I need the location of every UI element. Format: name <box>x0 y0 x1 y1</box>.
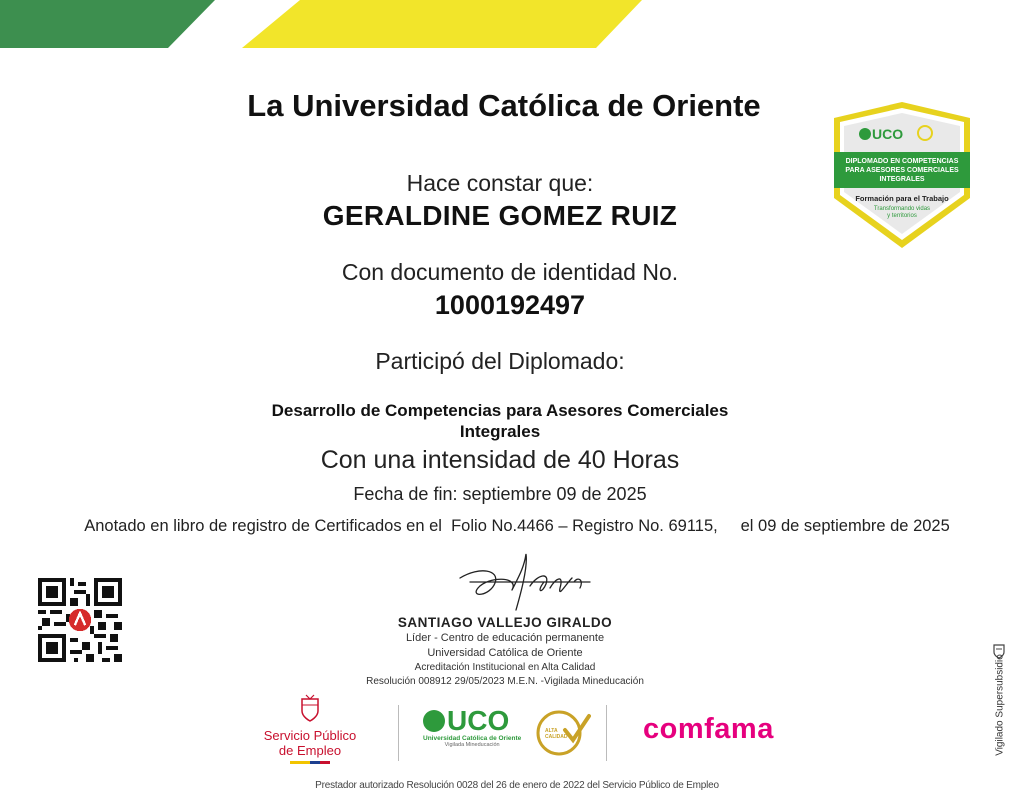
badge-tag2: Transformando vidas <box>873 206 931 212</box>
badge-line1: DIPLOMADO EN COMPETENCIAS <box>845 158 959 165</box>
signatory-resolution: Resolución 008912 29/05/2023 M.E.N. -Vigilada Mineducación <box>366 676 644 687</box>
badge-tag3: y territorios <box>887 213 917 219</box>
svg-text:UCO: UCO <box>872 126 904 142</box>
course-name <box>0 400 1000 442</box>
signature-graphic <box>440 548 620 618</box>
uco-circle-icon <box>423 710 445 732</box>
coat-of-arms-icon <box>296 693 324 723</box>
course-name-line1: Desarrollo de Competencias para Asesores Comerciales <box>271 401 729 420</box>
course-hours: Con una intensidad de 40 Horas <box>320 446 680 474</box>
signatory-institution: Universidad Católica de Oriente <box>427 647 583 659</box>
logo-divider <box>398 705 399 761</box>
registry-text: Anotado en libro de registro de Certificados en el Folio No.4466 – Registro No. 69115, el 09 de septiembre de 2025 <box>84 517 950 535</box>
badge-line3: INTEGRALES <box>879 176 925 183</box>
uco-logo <box>423 705 522 748</box>
supersubsidio-vertical <box>992 640 1008 770</box>
signatory-accreditation: Acreditación Institucional en Alta Calidad <box>414 662 596 673</box>
spe-line2: de Empleo <box>278 743 342 758</box>
uco-small: Vigilada Mineducación <box>444 742 500 748</box>
logo-divider-2 <box>606 705 607 761</box>
signatory-role: Líder - Centro de educación permanente <box>405 632 605 644</box>
flag-stripe <box>290 761 330 764</box>
spe-line1: Servicio Público <box>263 728 357 743</box>
end-date: Fecha de fin: septiembre 09 de 2025 <box>353 484 647 504</box>
institution-title: La Universidad Católica de Oriente <box>247 88 761 123</box>
participation-text: Participó del Diplomado: <box>375 348 625 374</box>
recipient-name: GERALDINE GOMEZ RUIZ <box>322 200 678 231</box>
alta-calidad-seal <box>535 708 591 758</box>
supersubsidio-text: Vigilado Supersubsidio <box>994 654 1006 756</box>
top-stripes <box>0 0 1034 60</box>
document-number: 1000192497 <box>434 290 586 320</box>
spe-logo <box>255 693 365 764</box>
comfama-logo: comfama <box>643 713 774 745</box>
badge-tag1: Formación para el Trabajo <box>855 194 949 203</box>
course-name-line2: Integrales <box>459 422 541 441</box>
intro-text: Hace constar que: <box>406 170 594 196</box>
qr-code-icon <box>38 578 122 662</box>
signatory-name: SANTIAGO VALLEJO GIRALDO <box>397 615 613 630</box>
green-stripe <box>0 0 215 48</box>
badge-line2: PARA ASESORES COMERCIALES <box>845 167 959 174</box>
alta-calidad-text: ALTA CALIDAD <box>545 728 568 740</box>
diploma-badge <box>830 100 974 250</box>
document-label: Con documento de identidad No. <box>341 259 679 285</box>
uco-subtitle: Universidad Católica de Oriente <box>423 735 522 742</box>
footer-note: Prestador autorizado Resolución 0028 del 26 de enero de 2022 del Servicio Público de Empleo <box>315 780 719 791</box>
uco-text: UCO <box>447 705 510 736</box>
yellow-stripe <box>242 0 642 48</box>
